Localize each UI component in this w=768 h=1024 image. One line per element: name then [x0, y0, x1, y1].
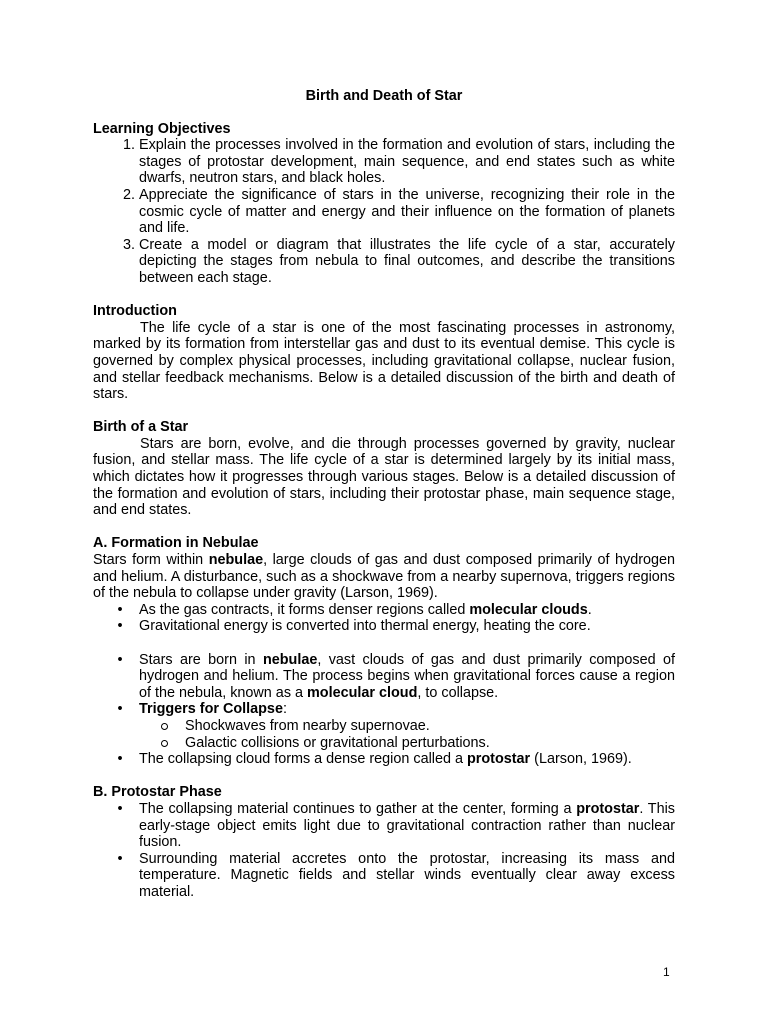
- list-item: • As the gas contracts, it forms denser regions called molecular clouds.: [139, 602, 675, 619]
- list-item: • Surrounding material accretes onto the protostar, increasing its mass and temperature. Magnetic fields and stellar winds eventually clear away excess material.: [139, 851, 675, 901]
- objectives-list: [93, 137, 675, 286]
- section-b-bullets: [93, 801, 675, 901]
- birth-paragraph: Stars are born, evolve, and die through processes governed by gravity, nuclear fusion, and stellar mass. The life cycle of a star is determined largely by its initial mass, which dictates how it progresses through various stages. Below is a detailed discussion of the formation and evolution of stars, including their protostar phase, main sequence stage, and end states.: [93, 435, 675, 519]
- bullet-icon: •: [117, 800, 123, 817]
- objective-item: 3. Create a model or diagram that illustrates the life cycle of a star, accurately depicting the stages from nebula to final outcomes, and describe the transitions between each stage.: [139, 237, 675, 287]
- sub-list-item: Galactic collisions or gravitational perturbations.: [185, 735, 675, 752]
- section-b-heading: B. Protostar Phase: [93, 784, 222, 801]
- document-title: Birth and Death of Star: [305, 88, 463, 104]
- objectives-heading: Learning Objectives: [93, 120, 231, 137]
- list-item: • Stars are born in nebulae, vast clouds of gas and dust primarily composed of hydrogen and helium. The process begins when gravitational forces cause a region of the nebula, known as a molecular cloud, to collapse.: [139, 652, 675, 702]
- triggers-list: [139, 718, 675, 751]
- list-item: • Gravitational energy is converted into thermal energy, heating the core.: [139, 618, 675, 635]
- list-item: • The collapsing material continues to gather at the center, forming a protostar. This early-stage object emits light due to gravitational contraction rather than nuclear fusion.: [139, 801, 675, 851]
- sub-list-item: Shockwaves from nearby supernovae.: [185, 718, 675, 735]
- bullet-icon: •: [117, 751, 123, 768]
- bullet-icon: •: [117, 701, 123, 718]
- document-content: [93, 88, 675, 901]
- objective-item: 1. Explain the processes involved in the formation and evolution of stars, including the stages of protostar development, main sequence, and end states such as white dwarfs, neutron stars, and black holes.: [139, 137, 675, 187]
- circle-bullet-icon: [161, 740, 168, 747]
- bullet-icon: •: [117, 618, 123, 635]
- list-item: • The collapsing cloud forms a dense region called a protostar (Larson, 1969).: [139, 751, 675, 768]
- bullet-icon: •: [117, 601, 123, 618]
- page-number: 1: [663, 965, 670, 979]
- circle-bullet-icon: [161, 723, 168, 730]
- section-a-heading: A. Formation in Nebulae: [93, 535, 259, 552]
- section-a-bullets-1: [93, 602, 675, 635]
- introduction-heading: Introduction: [93, 303, 177, 320]
- objective-item: 2. Appreciate the significance of stars in the universe, recognizing their role in the cosmic cycle of matter and energy and their influence on the formation of planets and life.: [139, 187, 675, 237]
- section-a-bullets-2: [93, 652, 675, 768]
- bullet-icon: •: [117, 850, 123, 867]
- bullet-icon: •: [117, 651, 123, 668]
- introduction-paragraph: The life cycle of a star is one of the most fascinating processes in astronomy, marked by its formation from interstellar gas and dust to its eventual demise. This cycle is governed by complex physical processes, including gravitational collapse, nuclear fusion, and stellar feedback mechanisms. Below is a detailed discussion of the birth and death of stars.: [93, 319, 675, 403]
- section-a-intro: Stars form within nebulae, large clouds of gas and dust composed primarily of hydrogen and helium. A disturbance, such as a shockwave from a nearby supernova, triggers regions of the nebula to collapse under gravity (Larson, 1969).: [93, 552, 675, 602]
- list-item: • Triggers for Collapse: Shockwaves from nearby supernovae. Galactic collisions or gravitational perturbations.: [139, 701, 675, 751]
- birth-heading: Birth of a Star: [93, 419, 189, 436]
